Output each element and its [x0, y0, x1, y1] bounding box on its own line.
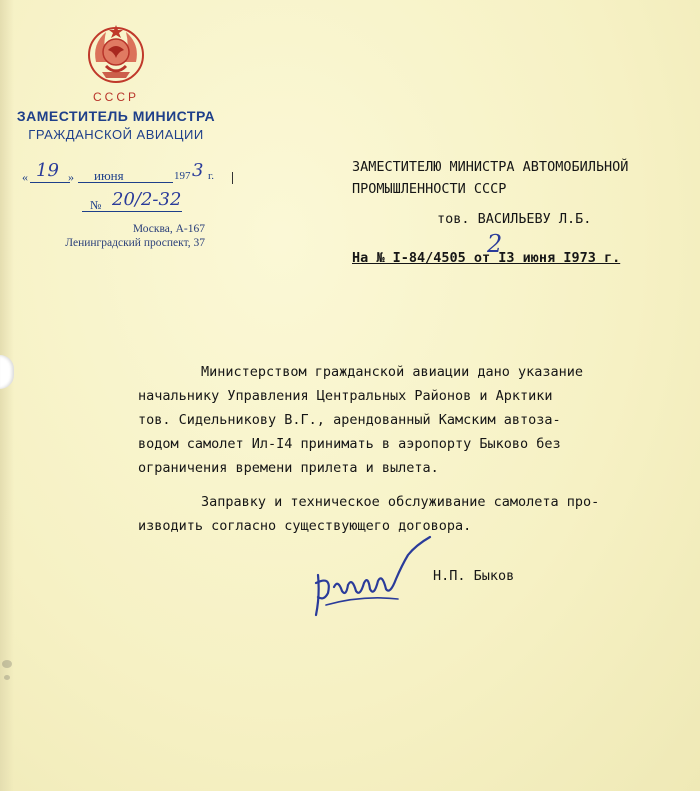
date-year-suffix: г.	[208, 170, 215, 182]
sender-address	[30, 222, 205, 250]
recipient-block	[352, 156, 692, 230]
letter-body	[138, 360, 698, 538]
body-line: тов. Сидельникову В.Г., арендованный Камским автоза-	[138, 412, 561, 428]
body-line: Заправку и техническое обслуживание самолета про-	[201, 494, 600, 510]
recipient-title-line1: ЗАМЕСТИТЕЛЮ МИНИСТРА АВТОМОБИЛЬНОЙ	[352, 159, 629, 175]
paper-smudge	[2, 660, 12, 668]
date-year-digit: 3	[192, 160, 204, 181]
handwritten-signature	[312, 535, 437, 625]
address-city: Москва, А-167	[132, 223, 205, 235]
body-line: Министерством гражданской авиации дано указание	[201, 364, 584, 380]
number-label: №	[90, 198, 102, 212]
recipient-title-line2: ПРОМЫШЛЕННОСТИ СССР	[352, 181, 507, 197]
address-street: Ленинградский проспект, 37	[65, 237, 205, 249]
date-line: « 19 » июня 197 3 г.	[22, 160, 215, 184]
state-emblem-icon	[84, 22, 148, 86]
letterhead	[0, 90, 232, 142]
reference-line: На № I-84/4505 от I3 июня I973 г.	[352, 250, 621, 266]
letterhead-subtitle: ГРАЖДАНСКОЙ АВИАЦИИ	[28, 127, 204, 142]
outgoing-number	[82, 189, 242, 214]
reference-handwritten-mark: 2	[487, 230, 503, 258]
recipient-name: тов. ВАСИЛЬЕВУ Л.Б.	[437, 211, 592, 227]
paper-smudge	[4, 675, 10, 680]
body-line: изводить согласно существующего договора.	[138, 518, 472, 534]
date-day: 19	[36, 160, 59, 181]
date-year-prefix: 197	[174, 170, 191, 182]
number-value: 20/2-32	[112, 189, 182, 210]
margin-mark	[232, 172, 233, 184]
body-line: начальнику Управления Центральных Районов и Арктики	[138, 388, 553, 404]
letterhead-title: ЗАМЕСТИТЕЛЬ МИНИСТРА	[16, 108, 216, 124]
signatory-name: Н.П. Быков	[433, 568, 515, 584]
date-month: июня	[94, 168, 124, 183]
letterhead-country: СССР	[92, 90, 139, 104]
body-line: ограничения времени прилета и вылета.	[138, 460, 439, 476]
body-line: водом самолет Ил-I4 принимать в аэропорту Быково без	[138, 436, 561, 452]
